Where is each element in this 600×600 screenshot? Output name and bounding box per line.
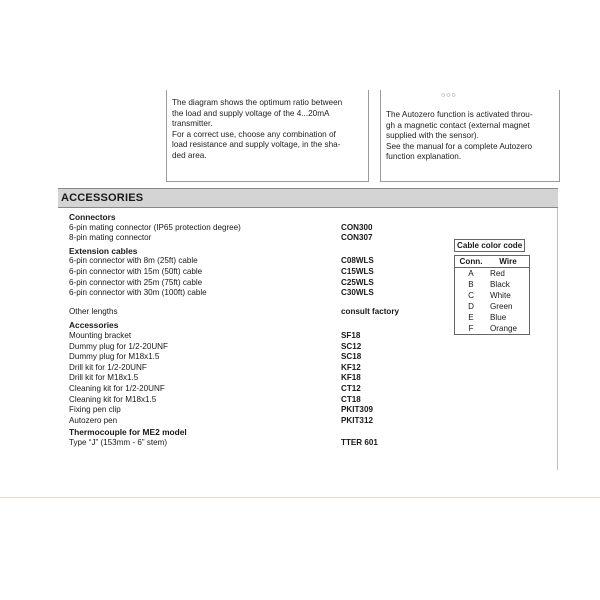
list-item [69, 307, 419, 318]
note-line: function explanation. [386, 152, 462, 162]
accessories-title: Accessories [69, 320, 119, 331]
note-line: ded area. [172, 150, 207, 160]
item-description: 6-pin connector with 25m (75ft) cable [69, 277, 203, 287]
wire-cell: Red [490, 269, 505, 278]
list-item [69, 405, 419, 416]
item-description: Type “J” (153mm - 6” stem) [69, 437, 168, 447]
item-description: 6-pin connector with 30m (100ft) cable [69, 288, 207, 298]
item-code: KF18 [341, 373, 361, 383]
table-header-row [455, 256, 530, 268]
cable-color-code-title: Cable color code [454, 239, 525, 252]
note-line: the load and supply voltage of the 4...20mA [172, 108, 330, 118]
list-item [69, 256, 419, 267]
conn-cell: A [468, 269, 474, 278]
table-row [455, 279, 530, 290]
item-description: Cleaning kit for M18x1.5 [69, 394, 157, 404]
item-description: 8-pin mating connector [69, 233, 152, 243]
list-item [69, 233, 419, 244]
list-item [69, 384, 419, 395]
list-item [69, 331, 419, 342]
note-line: transmitter. [172, 119, 213, 129]
item-code: consult factory [341, 306, 400, 316]
section-divider [557, 208, 558, 470]
item-description: 6-pin connector with 8m (25ft) cable [69, 256, 198, 266]
wire-cell: Orange [490, 324, 517, 333]
item-description: Other lengths [69, 306, 118, 316]
list-item [69, 395, 419, 406]
note-line: load resistance and supply voltage, in the sha- [172, 140, 341, 150]
table-row [455, 290, 530, 301]
column-header-conn: Conn. [455, 256, 488, 268]
conn-cell: F [468, 324, 474, 333]
table-row [455, 323, 530, 335]
table-row [455, 268, 530, 280]
item-code: PKIT312 [341, 415, 373, 425]
cable-color-table [454, 255, 530, 335]
item-code: CT12 [341, 383, 361, 393]
item-code: SC12 [341, 341, 362, 351]
item-description: Cleaning kit for 1/2-20UNF [69, 383, 165, 393]
item-code: C15WLS [341, 266, 374, 276]
autozero-note-box [380, 90, 560, 182]
list-item [69, 373, 419, 384]
wire-cell: Green [490, 302, 513, 311]
note-line: gh a magnetic contact (external magnet [386, 120, 530, 130]
item-code: PKIT309 [341, 405, 373, 415]
item-code: CON300 [341, 222, 373, 232]
item-description: Dummy plug for 1/2-20UNF [69, 341, 168, 351]
extension-cables-title: Extension cables [69, 245, 138, 256]
item-code: C25WLS [341, 277, 374, 287]
accessories-list [69, 212, 419, 448]
conn-cell: B [468, 280, 474, 289]
item-code: KF12 [341, 362, 361, 372]
column-header-wire: Wire [487, 256, 530, 268]
accessories-header [58, 188, 558, 208]
magnet-dots-icon: ○○○ [441, 92, 457, 99]
note-line: The diagram shows the optimum ratio between [172, 98, 343, 107]
item-description: Drill kit for M18x1.5 [69, 373, 139, 383]
list-item [69, 352, 419, 363]
table-row [455, 312, 530, 323]
cable-color-code [454, 239, 530, 335]
list-item [69, 342, 419, 353]
note-line: The Autozero function is activated throu- [386, 110, 533, 119]
note-line: See the manual for a complete Autozero [386, 141, 533, 151]
wire-cell: White [490, 291, 511, 300]
item-code: SC18 [341, 352, 362, 362]
conn-cell: C [468, 291, 474, 300]
list-item [69, 288, 419, 299]
list-item [69, 267, 419, 278]
page-divider [0, 497, 600, 498]
thermocouple-title: Thermocouple for ME2 model [69, 427, 187, 438]
connectors-title: Connectors [69, 212, 116, 222]
item-description: Fixing pen clip [69, 405, 121, 415]
item-description: 6-pin connector with 15m (50ft) cable [69, 266, 203, 276]
note-line: For a correct use, choose any combination of [172, 129, 336, 139]
item-code: CT18 [341, 394, 361, 404]
list-item [69, 223, 419, 234]
list-item [69, 416, 419, 427]
item-description: Drill kit for 1/2-20UNF [69, 362, 147, 372]
note-line: supplied with the sensor). [386, 131, 479, 141]
conn-cell: D [468, 302, 474, 311]
item-code: TTER 601 [341, 437, 378, 447]
wire-cell: Black [490, 280, 510, 289]
list-item [69, 438, 419, 449]
section-title: ACCESSORIES [61, 192, 144, 204]
table-row [455, 301, 530, 312]
item-description: Mounting bracket [69, 330, 132, 340]
item-code: C30WLS [341, 288, 374, 298]
item-code: CON307 [341, 233, 373, 243]
list-item [69, 278, 419, 289]
autozero-note [381, 110, 559, 163]
item-code: C08WLS [341, 256, 374, 266]
load-diagram-note [167, 98, 368, 162]
list-item [69, 363, 419, 374]
item-description: 6-pin mating connector (IP65 protection degree) [69, 222, 241, 232]
wire-cell: Blue [490, 313, 507, 322]
conn-cell: E [468, 313, 474, 322]
item-description: Autozero pen [69, 415, 118, 425]
item-description: Dummy plug for M18x1.5 [69, 352, 160, 362]
item-code: SF18 [341, 330, 361, 340]
load-diagram-note-box [166, 90, 369, 182]
